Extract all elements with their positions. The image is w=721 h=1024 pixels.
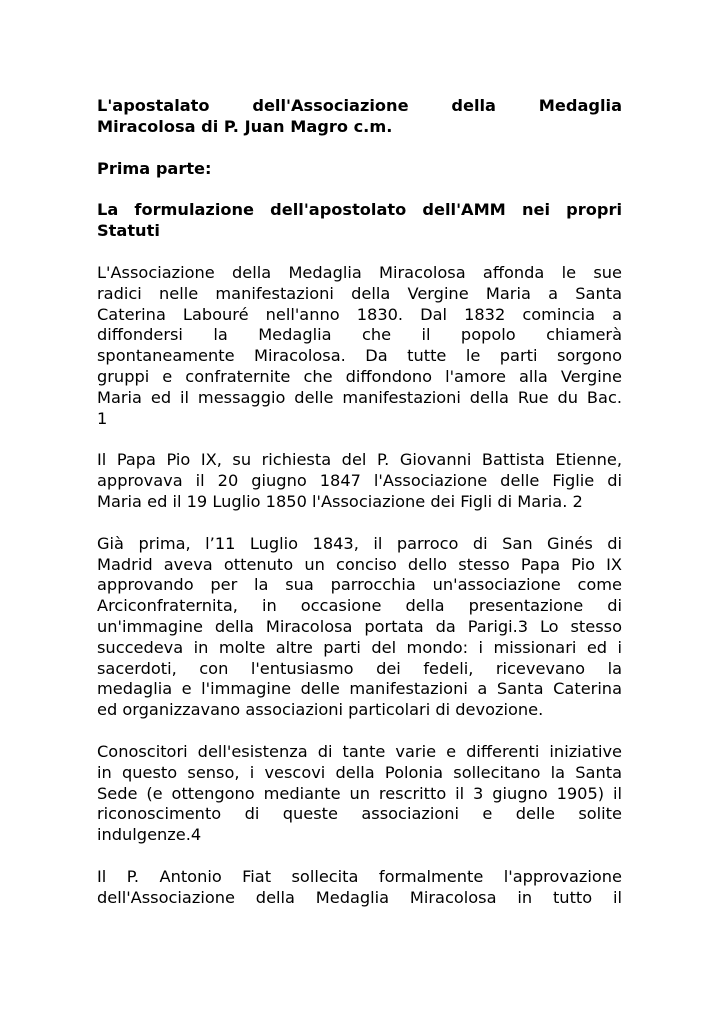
paragraph-line: succedeva in molte altre parti del mondo: i missionari ed i — [97, 637, 622, 657]
paragraph-line: radici nelle manifestazioni della Vergine Maria a Santa — [97, 283, 622, 303]
paragraph-line: L'Associazione della Medaglia Miracolosa affonda le sue — [97, 262, 622, 282]
section-heading-line: La formulazione dell'apostolato dell'AMM nei propri — [97, 200, 622, 220]
paragraph-line: ed organizzavano associazioni particolari di devozione. — [97, 700, 544, 720]
paragraph-line: Caterina Labouré nell'anno 1830. Dal 1832 comincia a — [97, 304, 622, 324]
section-heading — [97, 200, 622, 242]
paragraph-line: indulgenze.4 — [97, 825, 202, 845]
paragraph-line: dell'Associazione della Medaglia Miracolosa in tutto il — [97, 887, 622, 907]
paragraph-line: approvando per la sua parrocchia un'associazione come — [97, 575, 622, 595]
paragraph-line: in questo senso, i vescovi della Polonia sollecitano la Santa — [97, 762, 622, 782]
paragraph-line: Il P. Antonio Fiat sollecita formalmente l'approvazione — [97, 866, 622, 886]
paragraph-line: Madrid aveva ottenuto un conciso dello stesso Papa Pio IX — [97, 554, 622, 574]
paragraph-line: gruppi e confraternite che diffondono l'amore alla Vergine — [97, 366, 622, 386]
paragraph-line: diffondersi la Medaglia che il popolo chiamerà — [97, 325, 622, 345]
paragraph — [97, 742, 622, 846]
paragraph-line: medaglia e l'immagine delle manifestazioni a Santa Caterina — [97, 679, 622, 699]
paragraph-line: sacerdoti, con l'entusiasmo dei fedeli, ricevevano la — [97, 658, 622, 678]
part-heading: Prima parte: — [97, 158, 212, 178]
paragraph-line: approvava il 20 giugno 1847 l'Associazione delle Figlie di — [97, 471, 622, 491]
paragraph — [97, 263, 622, 429]
paragraph — [97, 534, 622, 721]
paragraph — [97, 867, 622, 909]
paragraph-line: Il Papa Pio IX, su richiesta del P. Giovanni Battista Etienne, — [97, 450, 622, 470]
paragraph-line: Già prima, l’11 Luglio 1843, il parroco di San Ginés di — [97, 533, 622, 553]
paragraph-line: Maria ed il 19 Luglio 1850 l'Associazione dei Figli di Maria. 2 — [97, 491, 583, 511]
document-title — [97, 96, 622, 138]
title-line: L'apostalato dell'Associazione della Medaglia — [97, 96, 622, 115]
paragraph — [97, 450, 622, 512]
section-heading-line: Statuti — [97, 221, 160, 241]
paragraph-line: 1 — [97, 408, 108, 428]
title-line: Miracolosa di P. Juan Magro c.m. — [97, 116, 393, 136]
document-page — [97, 96, 622, 909]
paragraph-line: Maria ed il messaggio delle manifestazioni della Rue du Bac. — [97, 387, 622, 407]
paragraph-line: spontaneamente Miracolosa. Da tutte le parti sorgono — [97, 346, 622, 366]
paragraph-line: riconoscimento di queste associazioni e delle solite — [97, 804, 622, 824]
paragraph-line: Sede (e ottengono mediante un rescritto il 3 giugno 1905) il — [97, 783, 622, 803]
paragraph-line: un'immagine della Miracolosa portata da Parigi.3 Lo stesso — [97, 616, 622, 636]
paragraph-line: Arciconfraternita, in occasione della presentazione di — [97, 596, 622, 616]
paragraph-line: Conoscitori dell'esistenza di tante varie e differenti iniziative — [97, 741, 622, 761]
